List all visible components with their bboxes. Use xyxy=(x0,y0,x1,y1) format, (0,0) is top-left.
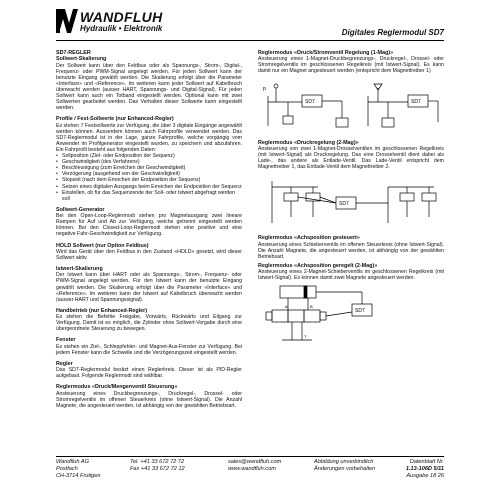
port-a-label: A xyxy=(285,304,288,310)
sd7-label: SD7 xyxy=(305,98,315,105)
website-link[interactable]: www.wandfluh.com xyxy=(228,466,276,472)
section-profile xyxy=(56,116,242,202)
diagram-achsposition-geregelt xyxy=(258,284,444,350)
section-title: SD7-REGLER xyxy=(56,50,91,56)
section-istwert-skalierung xyxy=(56,266,242,303)
section-text: Ansteuerung von zwei 1-Magnet-Drosselventilen im geschlossenen Regelkreis (mit Istwert-Signal) als Druckregelung. Das eine Drosselventil dient dabei als Lade-, das andere als Entlade-Ventil. Das Lade-Ventil entspricht dem Magnettreiber 1, das Entlade-Ventil dem Magnettreiber 2. xyxy=(258,145,444,171)
sd7-label: SD7 xyxy=(411,98,421,105)
list-item: • Sollposition (Ziel- oder Endposition der Sequenz) xyxy=(56,153,242,159)
brand-subtitle: Hydraulik • Elektronik xyxy=(80,24,163,33)
section-title: Reglermodus «Druckregelung (2-Mag)» xyxy=(258,139,359,146)
footer-notes xyxy=(314,459,375,473)
section-text: Es stehen 7 Festsollwerte zur Verfügung, die über 3 digitale Eingänge angewählt werden können. Ausserdem können auch Fahrprofile verwendet werden. Das SD7-Reglermodul ist in der Lage, ganze Fahrprofile, welche vorgängig vom Anwender im Profilgenerator eingestellt wurden, zu speichern und abzufahren. Ein Fahrprofil besteht aus folgenden Daten: xyxy=(56,122,242,154)
section-druckregelung-2mag xyxy=(258,140,444,171)
section-druck-mengenventil-steuerung xyxy=(56,384,242,409)
sd7-label: SD7 xyxy=(339,201,349,208)
section-title: Sollwert-Generator xyxy=(56,206,105,213)
postbox: Postfach xyxy=(56,466,78,472)
port-t-label: T xyxy=(304,334,307,340)
left-column xyxy=(56,50,242,409)
sheet-label: Datenblatt Nr. xyxy=(409,459,444,465)
pressure-label: p xyxy=(263,85,266,92)
list-item: • Geschwindigkeit (des Verfahrens) xyxy=(56,159,242,165)
profile-data-list xyxy=(56,153,242,202)
section-text: Ansteuerung eines 2-Magnet-Schieberventils im geschlossenen Regelkreis (mit Istwert-Signal). Es können damit zwei Magnete angesteuert werden. xyxy=(258,269,444,282)
section-hold-sollwert xyxy=(56,243,242,261)
company-logo xyxy=(56,9,166,43)
brand-name: WANDFLUH xyxy=(80,9,163,25)
section-title: Handbetrieb (nur Enhanced-Regler) xyxy=(56,307,148,314)
city: CH-3714 Frutigen xyxy=(56,473,101,479)
footer-rule xyxy=(56,456,444,457)
section-title: Profile / Fest-Sollwerte (nur Enhanced-Regler) xyxy=(56,116,174,123)
sd7-label: SD7 xyxy=(355,308,365,315)
footer-contact xyxy=(228,459,281,473)
list-item: • Setzen eines digitalen Ausgangs beim Erreichen der Endposition der Sequenz xyxy=(56,184,242,190)
right-column xyxy=(258,50,444,354)
note-illustration: Abbildung unverbindlich xyxy=(314,459,374,465)
sheet-number: 1.13-106D 5/11 xyxy=(405,466,444,472)
section-title: HOLD Sollwert (nur Option Feldbus) xyxy=(56,242,149,249)
note-changes: Änderungen vorbehalten xyxy=(314,466,376,472)
section-title: Reglermodus «Achsposition gesteuert» xyxy=(258,235,360,242)
diagram-druckregelung-2mag xyxy=(258,173,444,231)
diagram-1mag-regelung xyxy=(258,78,444,136)
list-item: • Stopzeit (nach dem Erreichen der Endposition der Sequenz) xyxy=(56,177,242,183)
section-sollwert-generator xyxy=(56,207,242,238)
section-title: Reglermodus «Druck/Mengenventil Steuerung» xyxy=(56,384,178,391)
section-title: Sollwert-Skalierung xyxy=(56,56,107,63)
footer-sheet-info xyxy=(406,459,444,480)
section-regler xyxy=(56,361,242,379)
page-header xyxy=(0,0,500,44)
section-title: Regler xyxy=(56,360,73,367)
email-link[interactable]: sales@wandfluh.com xyxy=(228,459,282,465)
section-text: Wird das Gerät über den Feldbus in den Zustand «HOLD» gesetzt, wird dieser Sollwert aktiv. xyxy=(56,248,242,261)
section-sollwert-skalierung xyxy=(56,56,242,111)
section-handbetrieb xyxy=(56,308,242,333)
edition: Ausgabe 18 26 xyxy=(406,473,444,479)
section-text: Das SD7-Reglermodul besitzt einen Reglerkreis. Dieser ist als PID-Regler aufgebaut. Folgende Reglermodi sind wählbar. xyxy=(56,367,242,380)
section-text: Ansteuerung eines 1-Magnet-Druckbegrenzungs-, Druckregel-, Drossel- oder Stromregelventils im geschlossenen Regelkreis (mit Istwert-Signal). Es kann damit nur ein Magnet angesteuert werden (entspricht dem Magnettreiber 1) xyxy=(258,56,444,75)
section-druck-stromventil-regelung xyxy=(258,50,444,75)
port-b-label: B xyxy=(310,304,313,310)
section-text: Ansteuerung eines Druckbegrenzungs-, Druckregel-, Drossel- oder Stromregelventils im offenen Steuerkreis (ohne Istwert-Signal). Die Anzahl Magnete, die angesteuert werden, ist abhängig von der gewählten Betriebsart. xyxy=(56,390,242,409)
fax: Fax +41 33 672 72 12 xyxy=(130,466,185,472)
wandfluh-logo-icon xyxy=(56,9,78,33)
list-item: • Beschleunigung (zum Erreichen der Geschwindigkeit) xyxy=(56,165,242,171)
section-text: Der Istwert kann über HART oder als Spannungs-, Strom-, Frequenz- oder PWM-Signal angelegt werden. Für den Istwert kann der benutzte Eingang gewählt werden. Die Skalierung erfolgt über die Parameter «Interface» und «Reference». Im weiteren kann der Istwert auf Kabelbruch überwacht werden (ausser HART und Spannungssignal). xyxy=(56,272,242,303)
section-title: Fenster xyxy=(56,337,76,344)
header-rule xyxy=(56,40,444,41)
list-item: • Einstellen, ob für das Sequenzende der Soll- oder Istwert abgefragt werden soll xyxy=(56,190,242,202)
document-title: Digitales Reglermodul SD7 xyxy=(341,28,444,37)
list-item: • Verzögerung (ausgehend von der Geschwindigkeit) xyxy=(56,171,242,177)
section-title: Reglermodus «Achsposition geregelt (2-Mag)» xyxy=(258,262,378,269)
section-fenster xyxy=(56,337,242,355)
footer-phone xyxy=(130,459,185,473)
section-achsposition-gesteuert xyxy=(258,235,444,260)
section-text: Ansteuerung eines Schieberventils im offenen Steuerkreis (ohne Istwert-Signal). Die Anzahl Magnete, die angesteuert werden, ist abhängig von der gewählten Betriebsart. xyxy=(258,241,444,260)
company-name: Wandfluh AG xyxy=(56,459,89,465)
section-title: Reglermodus «Druck/Stromventil Regelung (1-Mag)» xyxy=(258,50,394,56)
section-title: Istwert-Skalierung xyxy=(56,266,103,273)
footer-address xyxy=(56,459,100,480)
section-text: Der Sollwert kann über den Feldbus oder als Spannungs-, Strom-, Digital-, Frequenz- oder PWM-Signal angelegt werden. Für jeden Sollwert kann der benutzte Eingang gewählt werden. Die Skalierung erfolgt über die Parameter «Interface» und «Reference». Im weiteren kann jeder Sollwert auf Kabelbruch überwacht werden (ausser HART, Spannungs- und Digital-Signal). Für jeden Sollwert kann auch ein Totband eingestellt werden. Optional kann mit zwei Sollwerten gearbeitet werden. Das Verhalten dieser Sollwerte kann eingestellt werden. xyxy=(56,62,242,112)
section-text: Es stehen ein Ziel-, Schleppfehler- und Magnet-Aus-Fenster zur Verfügung. Bei jedem Fenster kann die Schwelle und die Verzögerungszeit eingestellt werden. xyxy=(56,343,242,356)
section-text: Es stehen die Befehle Freigabe, Vorwärts, Rückwärts und Eilgang zur Verfügung. Damit ist es möglich, die Zylinder ohne Sollwert-Vorgabe durch eine übergeordnete Steuerung zu bewegen. xyxy=(56,314,242,333)
section-text: Bei den Open-Loop-Reglermodi stehen pro Magnetausgang zwei lineare Rampen für Auf und Ab zur Verfügung, welche getrennt eingestellt werden können. Bei den Closed-Loop-Reglermodi stehen eine positive und eine negative Fahr-Geschwindigkeit zur Verfügung. xyxy=(56,213,242,238)
section-achsposition-geregelt xyxy=(258,263,444,281)
phone: Tel. +41 33 672 72 72 xyxy=(130,459,185,465)
